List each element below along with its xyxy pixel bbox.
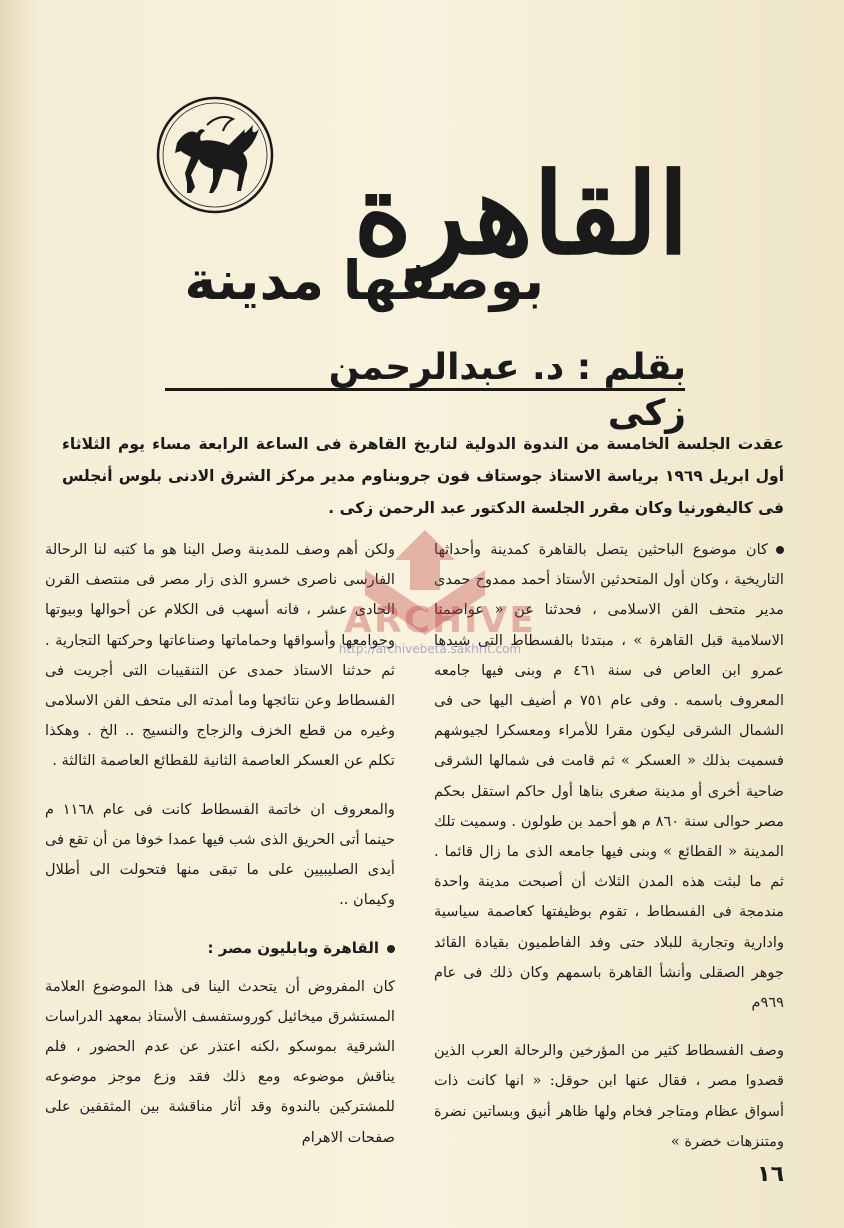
author-byline: بقلم : د. عبدالرحمن زكى [328, 347, 686, 434]
title-rule [165, 388, 685, 391]
watermark-text: ARCHIVE [344, 600, 536, 641]
intro-paragraph: عقدت الجلسة الخامسة من الندوة الدولية لتاريخ القاهرة فى الساعة الرابعة مساء يوم الثلاثاء أول ابريل ١٩٦٩ برياسة الاستاذ جوستاف فون جروبناوم مدير مركز الشرق الادنى بلوس أنجلس فى كاليفورنيا وكان مقرر الجلسة الدكتور عبد الرحمن زكى . [62, 435, 785, 517]
bullet-icon [387, 945, 395, 953]
left-paragraph-3: كان المفروض أن يتحدث الينا فى هذا الموضوع العلامة المستشرق ميخائيل كوروستفسف الأستاذ بمعهد الدراسات الشرقية بموسكو ،لكنه اعتذر عن عدم الحضور ، فلم يناقش موضوعه ومع ذلك فقد وزع موجز موضوعه للمشتركين بالندوة وقد أثار مناقشة بين المثقفين على صفحات الاهرام [45, 977, 395, 1146]
bullet-icon [776, 546, 784, 554]
section-heading [45, 933, 395, 963]
page-edge-shadow [0, 0, 40, 1228]
watermark-url: http://archivebeta.sakhrit.com [338, 642, 522, 656]
left-paragraph-1: ولكن أهم وصف للمدينة وصل الينا هو ما كتبه لنا الرحالة الفارسى ناصرى خسرو الذى زار مصر فى منتصف القرن الحادى عشر ، فانه أسهب فى الكلام عن أحوالها وبيوتها وجوامعها وأسواقها وحماماتها وصناعاتها وحركتها التجارية . ثم حدثنا الاستاذ حمدى عن التنقيبات التى أجريت فى الفسطاط وعن نتائجها وما أمدته الى متحف الفن الاسلامى وغيره من قطع الخزف والزجاج والنسيج .. الخ . وهكذا تكلم عن العسكر العاصمة الثانية للقطائع العاصمة الثالثة . [45, 541, 395, 770]
article-subtitle: بوصفها مدينة [184, 249, 544, 312]
pegasus-seal-icon [155, 95, 275, 215]
right-paragraph-2: وصف الفسطاط كثير من المؤرخين والرحالة العرب الذين قصدوا مصر ، فقال عنها ابن حوقل: « انها كانت ذات أسواق عظام ومتاجر فخام ولها ظاهر أنيق وبساتين نضرة ومتنزهات خضرة » [434, 1042, 784, 1150]
right-paragraph-1-text: كان موضوع الباحثين يتصل بالقاهرة كمدينة وأحداثها التاريخية ، وكان أول المتحدثين الأستاذ أحمد ممدوح حمدى مدير متحف الفن الاسلامى ، فحدثنا عن « عواصمنا الاسلامية قبل القاهرة » ، مبتدئا بالفسطاط التى شيدها عمرو ابن العاص فى سنة ٤٦١ م وبنى فيها جامعه المعروف باسمه . وفى عام ٧٥١ م أضيف اليها حى فى الشمال الشرقى ليكون مقرا للأمراء ومعسكرا لجيوشهم فسميت بذلك « العسكر » ثم قامت فى شمالها الشرقى ضاحية أخرى أو مدينة صغرى بناها أول حاكم استقل بحكم مصر حوالى سنة ٨٦٠ م هو أحمد بن طولون . وسميت تلك المدينة « القطائع » وبنى فيها جامعه الذى ما زال قائما . ثم ما لبثت هذه المدن الثلاث أن أصبحت مدينة واحدة مندمجة فى الفسطاط ، تقوم بوظيفتها كعاصمة سياسية وادارية وتجارية للبلاد حتى وفد الفاطميون بقيادة القائد جوهر الصقلى وأنشأ القاهرة باسمهم وكان ذلك فى عام ٩٦٩م [434, 541, 784, 1012]
left-paragraph-2: والمعروف ان خاتمة الفسطاط كانت فى عام ١١٦٨ م حينما أتى الحريق الذى شب فيها عمدا خوفا من أن تقع فى أيدى الصليبيين على ما تبقى منها فتحولت الى أطلال وكيمان .. [45, 800, 395, 909]
section-heading-text: القاهرة وبابليون مصر : [207, 939, 379, 958]
page-number: ١٦ [757, 1162, 784, 1187]
article-title: القاهرة [353, 149, 689, 280]
